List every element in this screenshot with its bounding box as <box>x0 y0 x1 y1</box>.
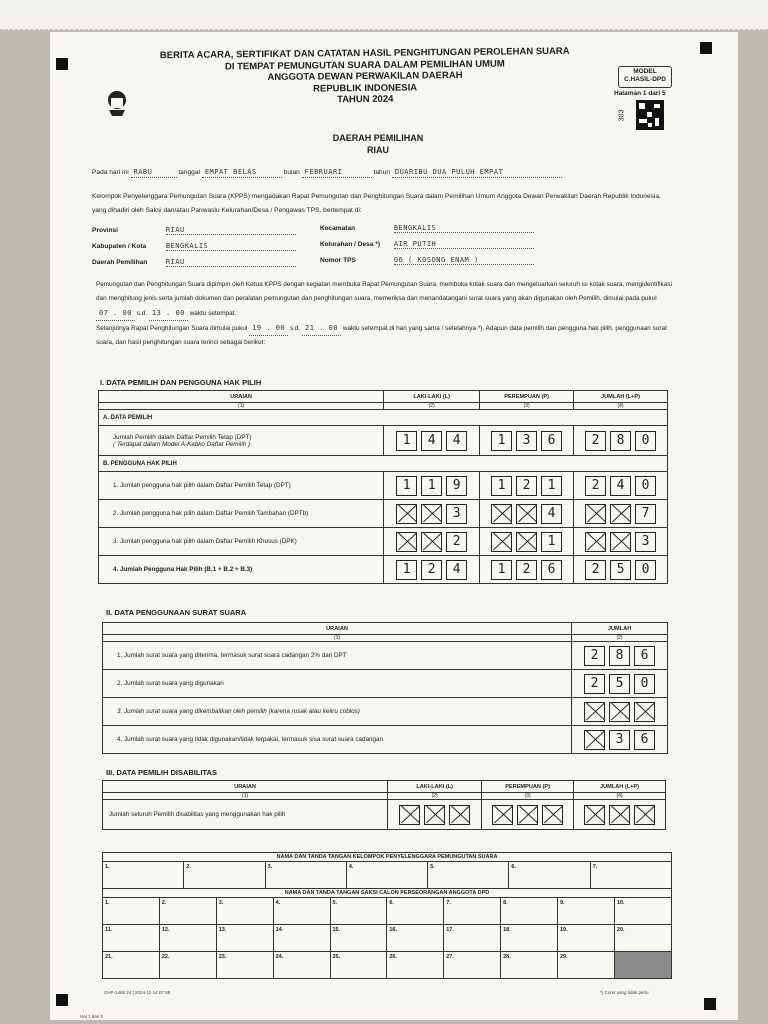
date-label: bulan <box>283 169 300 176</box>
col-header: JUMLAH (L+P) <box>574 781 666 793</box>
col-index: (3) <box>482 793 574 800</box>
saksi-signature[interactable]: 6. <box>387 898 444 925</box>
saksi-signature[interactable]: 22. <box>159 952 216 979</box>
table-row: Jumlah Pemilih dalam Daftar Pemilih Tetap (DPT) ( Terdapat dalam Model A-Kabko Daftar Pemilih ) 1 4 4 1 3 6 2 8 0 <box>99 426 668 456</box>
col-index: (4) <box>574 793 666 800</box>
footer-page: Hal 1 dari 5 <box>80 1014 104 1019</box>
saksi-signature[interactable]: 17. <box>444 925 501 952</box>
col-index: (2) <box>388 793 482 800</box>
col-index: (1) <box>103 635 572 642</box>
saksi-signature[interactable]: 25. <box>330 952 387 979</box>
intro-paragraph: Kelompok Penyelenggara Pemungutan Suara (KPPS) mengadakan Rapat Pemungutan dan Penghitungan Suara dalam Pemilihan Umum Anggota Dewan Perwakilan Daerah Republik Indonesia, yang dihadiri oleh Saksi dan/atau Panwaslu Kelurahan/Desa / Pengawas TPS, bertempat di: <box>92 193 661 214</box>
row-label: 4. Jumlah Pengguna Hak Pilih (B.1 + B.2 + B.3) <box>99 556 384 584</box>
kabupaten-value[interactable]: BENGKALIS <box>166 242 296 251</box>
para-text: s.d. <box>289 325 301 332</box>
field-daerah <box>92 258 296 267</box>
saksi-signature[interactable]: 18. <box>501 925 558 952</box>
col-header: PEREMPUAN (P) <box>480 391 574 403</box>
top-strip <box>0 0 768 30</box>
kelurahan-value[interactable]: AIR PUTIH <box>394 240 534 249</box>
kecamatan-value[interactable]: BENGKALIS <box>394 224 534 233</box>
empty-shaded-cell <box>614 952 671 979</box>
date-label: tanggal <box>178 169 200 176</box>
col-index: (2) <box>572 635 668 642</box>
col-header: PEREMPUAN (P) <box>482 781 574 793</box>
field-kabupaten <box>92 242 296 251</box>
saksi-signature[interactable]: 7. <box>444 898 501 925</box>
count-start-time[interactable]: 19 . 00 <box>249 321 288 336</box>
header-line: TAHUN 2024 <box>337 93 394 106</box>
field-label: Kabupaten / Kota <box>92 243 147 250</box>
kpps-signature[interactable]: 6. <box>509 862 590 889</box>
saksi-title: NAMA DAN TANDA TANGAN SAKSI CALON PERSEORANGAN ANGGOTA DPD <box>103 889 672 898</box>
field-provinsi <box>92 226 296 235</box>
kpps-signature-table <box>102 852 672 889</box>
saksi-signature[interactable]: 1. <box>103 898 160 925</box>
table-row <box>103 698 668 726</box>
saksi-signature[interactable]: 11. <box>103 925 160 952</box>
kpps-signature[interactable]: 4. <box>346 862 427 889</box>
table-row: 1. Jumlah surat suara yang diterima, termasuk surat suara cadangan 2% dari DPT 2 8 6 <box>103 642 668 670</box>
field-kecamatan <box>320 224 534 233</box>
saksi-signature[interactable]: 2. <box>159 898 216 925</box>
col-index: (1) <box>103 793 388 800</box>
section-2-table <box>102 622 668 754</box>
field-label: Kecamatan <box>320 225 356 232</box>
row-label: 3. Jumlah pengguna hak pilih dalam Daftar Pemilih Khusus (DPK) <box>99 528 384 556</box>
row-label: 4. Jumlah surat suara yang tidak digunakan/tidak terpakai, termasuk sisa surat suara cadangan <box>103 726 572 754</box>
model-label: MODEL <box>633 68 657 75</box>
saksi-signature[interactable]: 26. <box>387 952 444 979</box>
saksi-signature[interactable]: 16. <box>387 925 444 952</box>
field-label: Nomor TPS <box>320 257 356 264</box>
date-label: Pada hari ini <box>92 169 129 176</box>
tps-value[interactable]: 06 ( KOSONG ENAM ) <box>394 256 534 265</box>
row-label: 2. Jumlah pengguna hak pilih dalam Daftar Pemilih Tambahan (DPTb) <box>99 500 384 528</box>
year-value[interactable]: DUARIBU DUA PULUH EMPAT <box>392 168 562 178</box>
date-label: tahun <box>373 169 391 176</box>
saksi-signature[interactable]: 27. <box>444 952 501 979</box>
end-time[interactable]: 13 . 00 <box>149 306 188 321</box>
row-label: 2. Jumlah surat suara yang digunakan <box>103 670 572 698</box>
saksi-signature[interactable]: 13. <box>216 925 273 952</box>
saksi-signature[interactable]: 21. <box>103 952 160 979</box>
saksi-signature[interactable]: 23. <box>216 952 273 979</box>
table-row <box>103 800 666 830</box>
table-row: 4. Jumlah surat suara yang tidak digunakan/tidak terpakai, termasuk sisa surat suara cadangan 3 6 <box>103 726 668 754</box>
page-indicator: Halaman 1 dari 5 <box>614 90 666 97</box>
row-label: 1. Jumlah surat suara yang diterima, termasuk surat suara cadangan 2% dari DPT <box>103 642 572 670</box>
saksi-signature[interactable]: 9. <box>558 898 615 925</box>
model-code: C.HASIL-DPD <box>624 76 666 83</box>
kpps-signature[interactable]: 2. <box>184 862 265 889</box>
para-text: Selanjutnya Rapat Penghitungan Suara dimulai pukul <box>96 325 248 332</box>
registration-mark <box>56 58 68 70</box>
col-header: URAIAN <box>103 781 388 793</box>
kpu-logo-icon <box>104 88 130 118</box>
section-1-table <box>98 390 668 584</box>
dapil-block <box>318 132 438 156</box>
registration-mark <box>704 998 716 1010</box>
section-2-title: II. DATA PENGGUNAAN SURAT SUARA <box>106 608 247 617</box>
model-box <box>618 66 672 88</box>
registration-mark <box>700 42 712 54</box>
header-line: DI TEMPAT PEMUNGUTAN SUARA DALAM PEMILIHAN UMUM <box>224 58 505 72</box>
subsection-b: B. PENGGUNA HAK PILIH <box>99 456 668 472</box>
form-header <box>130 46 601 108</box>
dapil-value: RIAU <box>367 145 389 155</box>
saksi-signature[interactable]: 12. <box>159 925 216 952</box>
col-index: (2) <box>384 403 480 410</box>
saksi-signature[interactable]: 20. <box>614 925 671 952</box>
kpps-signature[interactable]: 7. <box>590 862 671 889</box>
row-label-line: Jumlah Pemilih dalam Daftar Pemilih Tetap (DPT) <box>113 433 252 441</box>
start-time[interactable]: 07 . 00 <box>96 306 135 321</box>
month-value[interactable]: FEBRUARI <box>302 168 372 178</box>
saksi-signature[interactable]: 3. <box>216 898 273 925</box>
kpps-signature[interactable]: 1. <box>103 862 184 889</box>
row-label <box>99 426 384 456</box>
subsection-a: A. DATA PEMILIH <box>99 410 668 426</box>
day-value[interactable]: RABU <box>131 168 177 178</box>
saksi-signature[interactable]: 15. <box>330 925 387 952</box>
header-line: BERITA ACARA, SERTIFIKAT DAN CATATAN HASIL PENGHITUNGAN PEROLEHAN SUARA <box>159 45 570 62</box>
footer-code: CHP-1465.24 | 2024-11-14 07:59 <box>104 990 171 995</box>
para-text: waktu setempat. <box>189 310 237 317</box>
provinsi-value[interactable]: RIAU <box>166 226 296 235</box>
field-kelurahan <box>320 240 534 249</box>
field-tps <box>320 256 534 265</box>
table-row: 1. Jumlah pengguna hak pilih dalam Daftar Pemilih Tetap (DPT) 1 1 9 1 2 1 2 4 0 <box>99 472 668 500</box>
kpps-signature[interactable]: 3. <box>265 862 346 889</box>
dapil-label: DAERAH PEMILIHAN <box>332 133 424 143</box>
table-row: 2. Jumlah pengguna hak pilih dalam Daftar Pemilih Tambahan (DPTb) 3 4 7 <box>99 500 668 528</box>
header-line: REPUBLIK INDONESIA <box>313 81 418 95</box>
saksi-signature[interactable]: 8. <box>501 898 558 925</box>
col-header: URAIAN <box>103 623 572 635</box>
col-header: LAKI-LAKI (L) <box>384 391 480 403</box>
footer-note: *) Coret yang tidak perlu <box>600 990 649 995</box>
proceedings-paragraph <box>96 278 672 350</box>
count-end-time[interactable]: 21 . 00 <box>302 321 341 336</box>
col-index: (1) <box>99 403 384 410</box>
date-line <box>92 168 674 178</box>
date-value[interactable]: EMPAT BELAS <box>202 168 282 178</box>
qr-code-icon <box>636 100 664 130</box>
saksi-signature[interactable]: 10. <box>614 898 671 925</box>
para-text: s.d. <box>136 310 148 317</box>
daerah-value[interactable]: RIAU <box>166 258 296 267</box>
saksi-signature[interactable]: 19. <box>558 925 615 952</box>
form-number: 303 <box>618 109 626 122</box>
row-label: Jumlah seluruh Pemilih disabilitas yang menggunakan hak pilih <box>103 800 388 830</box>
saksi-signature[interactable]: 29. <box>558 952 615 979</box>
kpps-title: NAMA DAN TANDA TANGAN KELOMPOK PENYELENGGARA PEMUNGUTAN SUARA <box>103 853 672 862</box>
table-row: 4. Jumlah Pengguna Hak Pilih (B.1 + B.2 + B.3) 1 2 4 1 2 6 2 5 0 <box>99 556 668 584</box>
registration-mark <box>56 994 68 1006</box>
saksi-signature[interactable]: 4. <box>273 898 330 925</box>
saksi-signature-table <box>102 888 672 979</box>
para-text: waktu setempat di hari yang sama / setelahnya *). Adapun data pemilih dan pengguna hak pilih, penggunaan surat suara, dan hasil penghitungan suara terinci sebagai berikut: <box>96 325 667 346</box>
col-index: (4) <box>574 403 668 410</box>
section-3-table <box>102 780 666 830</box>
col-index: (3) <box>480 403 574 410</box>
para-text: Pemungutan dan Penghitungan Suara dipimpin oleh Ketua KPPS dengan kegiatan membuka Rapat Pemungutan Suara, membuka kotak suara dan mengeluarkan seluruh isi kotak suara, mengidentifikasi dan menghitung jenis serta jumlah dokumen dan peralatan pemungutan dan penghitungan suara, memeriksa dan menandatangani surat suara yang akan digunakan oleh Pemilih, dimulai pada pukul <box>96 281 672 302</box>
col-header: URAIAN <box>99 391 384 403</box>
table-row: 2. Jumlah surat suara yang digunakan 2 5 0 <box>103 670 668 698</box>
section-3-title: III. DATA PEMILIH DISABILITAS <box>106 768 217 777</box>
header-line: ANGGOTA DEWAN PERWAKILAN DAERAH <box>267 69 463 84</box>
table-row: 3. Jumlah pengguna hak pilih dalam Daftar Pemilih Khusus (DPK) 2 1 3 <box>99 528 668 556</box>
col-header: JUMLAH <box>572 623 668 635</box>
col-header: JUMLAH (L+P) <box>574 391 668 403</box>
row-label: 1. Jumlah pengguna hak pilih dalam Daftar Pemilih Tetap (DPT) <box>99 472 384 500</box>
saksi-signature[interactable]: 28. <box>501 952 558 979</box>
col-header: LAKI-LAKI (L) <box>388 781 482 793</box>
section-1-title: I. DATA PEMILIH DAN PENGGUNA HAK PILIH <box>100 378 262 387</box>
field-label: Daerah Pemilihan <box>92 259 148 266</box>
saksi-signature[interactable]: 24. <box>273 952 330 979</box>
kpps-signature[interactable]: 5. <box>428 862 509 889</box>
row-label: 3. Jumlah surat suara yang dikembalikan oleh pemilih (karena rusak atau keliru coblos) <box>103 698 572 726</box>
saksi-signature[interactable]: 5. <box>330 898 387 925</box>
field-label: Kelurahan / Desa *) <box>320 241 381 248</box>
saksi-signature[interactable]: 14. <box>273 925 330 952</box>
field-label: Provinsi <box>92 227 119 234</box>
row-label-note: ( Terdapat dalam Model A-Kabko Daftar Pemilih ) <box>113 440 251 448</box>
